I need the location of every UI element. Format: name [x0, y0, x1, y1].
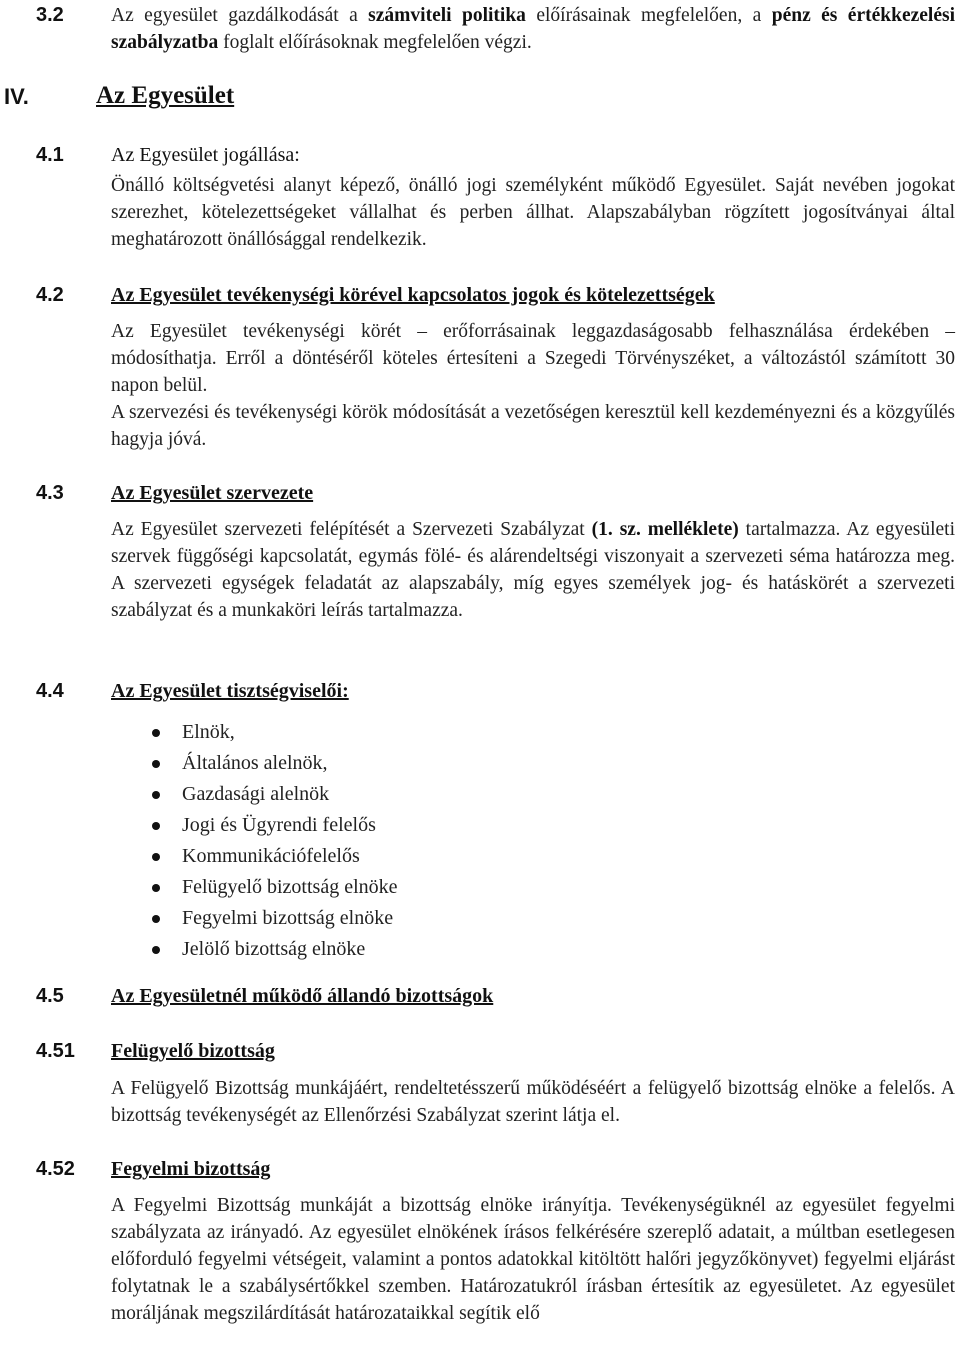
section-4-2-title: Az Egyesület tevékenységi körével kapcsolatos jogok és kötelezettségek	[111, 284, 715, 306]
section-number-4-3: 4.3	[36, 482, 64, 504]
list-item-label: Jogi és Ügyrendi felelős	[182, 814, 376, 836]
section-4-1-text: Önálló költségvetési alanyt képező, önálló jogi személyként működő Egyesület. Saját nevében jogokat szerezhet, kötelezettségeket vállalhat és perben állhat. Alapszabályban rögzített jogosítványai által meghatározott önállósággal rendelkezik.	[111, 175, 955, 250]
bullet-icon	[152, 791, 160, 799]
section-4-1-title: Az Egyesület jogállása:	[111, 144, 300, 166]
bullet-icon	[152, 822, 160, 830]
s32-text-2: előírásainak megfelelően, a	[525, 5, 772, 26]
section-4-2-text-2: A szervezési és tevékenységi körök módosítását a vezetőségen keresztül kell kezdeményezni és a közgyűlés hagyja jóvá.	[111, 402, 955, 450]
s32-text-1: Az egyesület gazdálkodását a	[111, 5, 369, 26]
s43-text-2: tartalmazza. Az egyesületi szervek függőségi kapcsolatát, egymás fölé- és alárendeltségi viszonyait a szervezeti séma határozza meg. A szervezeti egységek feladatát az alapszabály, míg egyes személyek jog- és hatáskörét a szervezeti szabályzat és a munkaköri leírás tartalmazza.	[111, 519, 955, 621]
section-3-2-text	[111, 2, 955, 56]
s32-text-3: foglalt előírásoknak megfelelően végzi.	[218, 32, 532, 53]
section-number-3-2: 3.2	[36, 4, 64, 26]
bullet-icon	[152, 915, 160, 923]
section-number-4-51: 4.51	[36, 1040, 75, 1062]
list-item	[152, 748, 398, 779]
section-4-51-title: Felügyelő bizottság	[111, 1040, 275, 1062]
bullet-icon	[152, 946, 160, 954]
list-item	[152, 903, 398, 934]
list-item	[152, 934, 398, 965]
list-item-label: Kommunikációfelelős	[182, 845, 360, 867]
section-4-3-text	[111, 516, 955, 624]
chapter-title: Az Egyesület	[96, 82, 235, 109]
s32-bold-1: számviteli politika	[368, 5, 526, 26]
list-item-label: Jelölő bizottság elnöke	[182, 938, 366, 960]
bullet-icon	[152, 884, 160, 892]
section-4-2-text-1: Az Egyesület tevékenységi körét – erőforrásainak leggazdaságosabb felhasználása érdekében – módosíthatja. Erről a döntéséről köteles értesíteni a Szegedi Törvényszéket, a változástól számított 30 napon belül.	[111, 321, 955, 396]
s32-bold-2: pénz és értékkezelési szabályzatba	[111, 5, 955, 53]
section-number-4-1: 4.1	[36, 144, 64, 166]
section-4-3-title: Az Egyesület szervezete	[111, 482, 314, 504]
section-number-4-5: 4.5	[36, 985, 64, 1007]
list-item	[152, 779, 398, 810]
section-number-4-52: 4.52	[36, 1158, 75, 1180]
section-4-51-text: A Felügyelő Bizottság munkájáért, rendeltetésszerű működéséért a felügyelő bizottság elnöke a felelős. A bizottság tevékenységét az Ellenőrzési Szabályzat szerint látja el.	[111, 1078, 955, 1126]
section-4-4-title: Az Egyesület tisztségviselői:	[111, 680, 349, 702]
section-4-52-title: Fegyelmi bizottság	[111, 1158, 271, 1180]
s43-text-1: Az Egyesület szervezeti felépítését a Szervezeti Szabályzat	[111, 519, 592, 540]
list-item	[152, 717, 398, 748]
list-item-label: Felügyelő bizottság elnöke	[182, 876, 398, 898]
bullet-icon	[152, 853, 160, 861]
bullet-icon	[152, 760, 160, 768]
list-item	[152, 872, 398, 903]
chapter-number: IV.	[4, 84, 29, 109]
s43-bold-1: (1. sz. melléklete)	[591, 519, 739, 540]
list-item	[152, 841, 398, 872]
section-4-52-text: A Fegyelmi Bizottság munkáját a bizottság elnöke irányítja. Tevékenységüknél az egyesület fegyelmi szabályzata az irányadó. Az egyesület elnökének írásos felkérésére szereplő adatait, a múltban esetlegesen előforduló fegyelmi vétségeit, valamint a pontos adatokkal kitöltött halőri jegyzőkönyvet) fegyelmi eljárást folytatnak le a szabálysértőkkel szemben. Határozatukról írásban értesítik az egyesületet. Az egyesület moráljának megszilárdítását határozataikkal segítik elő	[111, 1195, 955, 1324]
list-item-label: Elnök,	[182, 721, 235, 743]
officer-list	[152, 717, 398, 965]
section-number-4-2: 4.2	[36, 284, 64, 306]
list-item-label: Gazdasági alelnök	[182, 783, 330, 805]
list-item	[152, 810, 398, 841]
section-number-4-4: 4.4	[36, 680, 64, 702]
bullet-icon	[152, 729, 160, 737]
list-item-label: Fegyelmi bizottság elnöke	[182, 907, 394, 929]
section-4-5-title: Az Egyesületnél működő állandó bizottságok	[111, 985, 494, 1007]
list-item-label: Általános alelnök,	[182, 752, 328, 774]
